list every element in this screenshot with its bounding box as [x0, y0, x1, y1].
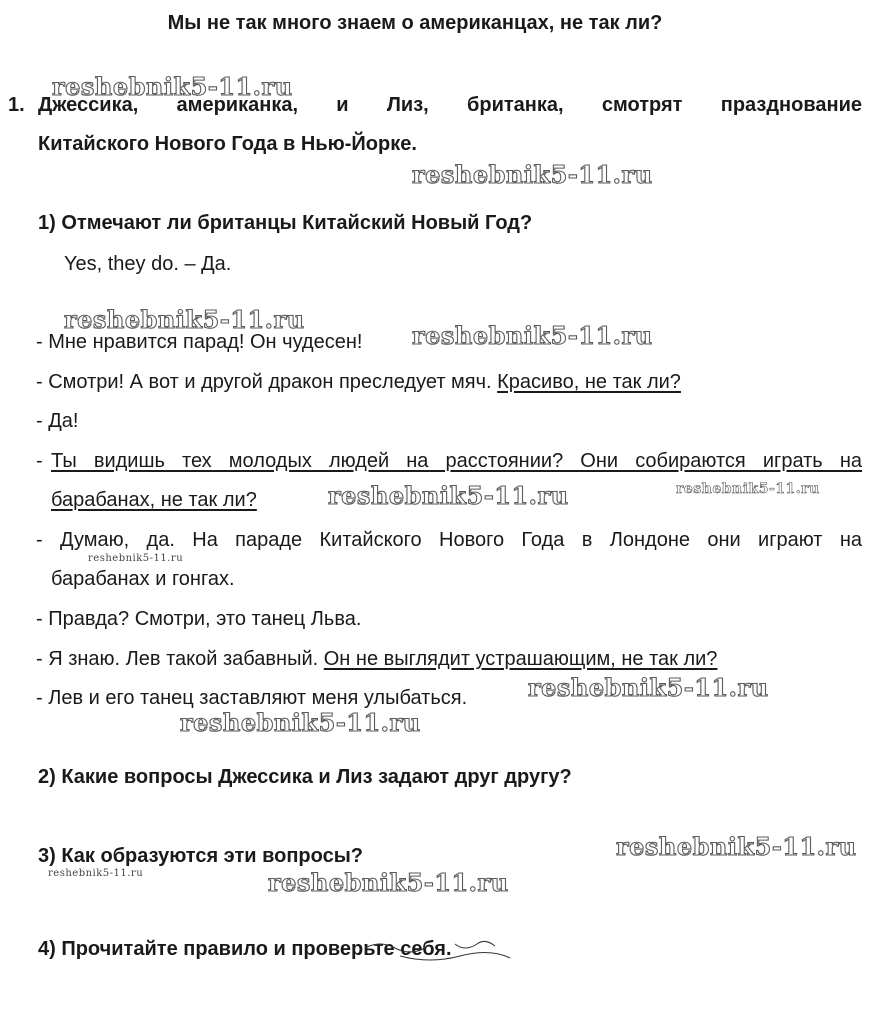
task-line-2: Китайского Нового Года в Нью-Йорке. — [38, 133, 417, 155]
watermark: reshebnik5-11.ru — [64, 305, 305, 334]
watermark: reshebnik5-11.ru — [328, 481, 569, 510]
watermark: reshebnik5-11.ru — [88, 553, 184, 564]
watermark: reshebnik5-11.ru — [616, 832, 857, 861]
watermark: reshebnik5-11.ru — [676, 481, 820, 497]
watermark: reshebnik5-11.ru — [412, 160, 653, 189]
dialogue-line-1: - Мне нравится парад! Он чудесен! — [36, 331, 363, 353]
dialogue-line-6: - Правда? Смотри, это танец Льва. — [36, 608, 362, 630]
dialogue-line-3: - Да! — [36, 410, 79, 432]
watermark: reshebnik5-11.ru — [48, 868, 144, 879]
watermark: reshebnik5-11.ru — [528, 673, 769, 702]
dialogue-line-2-tag-question: Красиво, не так ли? — [497, 371, 681, 393]
question-4: 4) Прочитайте правило и проверьте себя. — [38, 938, 452, 960]
pen-scribble — [360, 938, 520, 968]
dialogue-line-4-dash: - — [36, 450, 43, 472]
dialogue-line-4a: Ты видишь тех молодых людей на расстоянии? Они собираются играть на — [51, 450, 862, 472]
question-3: 3) Как образуются эти вопросы? — [38, 845, 364, 867]
dialogue-line-2-plain: - Смотри! А вот и другой дракон преследует мяч. — [36, 371, 498, 393]
dialogue-line-2 — [36, 371, 681, 394]
page-title: Мы не так много знаем о американцах, не так ли? — [167, 12, 663, 34]
dialogue-line-5a: - Думаю, да. На параде Китайского Нового Года в Лондоне они играют на — [36, 529, 862, 551]
answer-1: Yes, they do. – Да. — [64, 253, 232, 275]
watermark: reshebnik5-11.ru — [52, 72, 293, 101]
dialogue-line-8: - Лев и его танец заставляют меня улыбаться. — [36, 687, 468, 709]
watermark: reshebnik5-11.ru — [412, 321, 653, 350]
dialogue-line-5b: барабанах и гонгах. — [51, 568, 235, 590]
question-2: 2) Какие вопросы Джессика и Лиз задают друг другу? — [38, 766, 572, 788]
watermark: reshebnik5-11.ru — [268, 868, 509, 897]
dialogue-line-7-plain: - Я знаю. Лев такой забавный. — [36, 648, 324, 670]
task-number: 1. — [8, 94, 25, 116]
dialogue-line-7 — [36, 648, 717, 671]
question-1: 1) Отмечают ли британцы Китайский Новый Год? — [38, 212, 533, 234]
dialogue-line-4b: барабанах, не так ли? — [51, 489, 257, 511]
task-line-1: Джессика, американка, и Лиз, британка, смотрят празднование — [38, 94, 862, 116]
dialogue-line-7-tag-question: Он не выглядит устрашающим, не так ли? — [323, 648, 718, 670]
watermark: reshebnik5-11.ru — [180, 708, 421, 737]
